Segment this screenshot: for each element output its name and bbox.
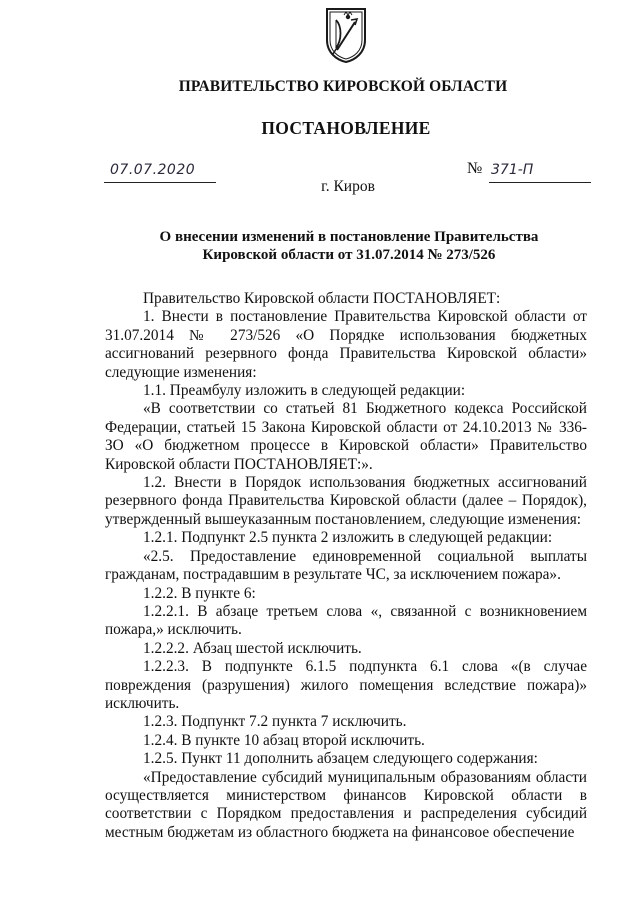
title-line: О внесении изменений в постановление Правительства	[159, 229, 539, 245]
document-title	[0, 228, 640, 264]
document-body	[105, 290, 587, 842]
paragraph: 1.2.3. Подпункт 7.2 пункта 7 исключить.	[143, 713, 407, 731]
title-line: Кировской области от 31.07.2014 № 273/526	[202, 247, 496, 263]
paragraph: 1.2.2. В пункте 6:	[143, 584, 256, 602]
paragraph: 1.2.1. Подпункт 2.5 пункта 2 изложить в следующей редакции:	[143, 529, 553, 547]
paragraph: 1.2.4. В пункте 10 абзац второй исключить.	[143, 731, 425, 749]
paragraph: 1.1. Преамбулу изложить в следующей редакции:	[143, 382, 466, 400]
paragraph: 1.2. Внести в Порядок использования бюджетных ассигнований резервного фонда Правительства Кировской области (далее – Порядок), утвержденный вышеуказанным постановлением, следующие изменения:	[105, 474, 587, 528]
coat-of-arms-icon	[324, 6, 368, 64]
paragraph: «В соответствии со статьей 81 Бюджетного кодекса Российской Федерации, статьей 15 Закона Кировской области от 24.10.2013 № 336-ЗО «О бюджетном процессе в Кировской области» Правительство Кировской области ПОСТАНОВЛЯЕТ:».	[105, 400, 587, 473]
government-name: ПРАВИТЕЛЬСТВО КИРОВСКОЙ ОБЛАСТИ	[178, 78, 508, 95]
paragraph: Правительство Кировской области ПОСТАНОВЛЯЕТ:	[143, 290, 501, 307]
paragraph: 1. Внести в постановление Правительства Кировской области от 31.07.2014 № 273/526 «О Порядке использования бюджетных ассигнований резервного фонда Правительства Кировской области» следующие изменения:	[105, 308, 587, 381]
document-number: 371-П	[491, 162, 534, 178]
paragraph: «2.5. Предоставление единовременной социальной выплаты гражданам, пострадавшим в результате ЧС, за исключением пожара».	[105, 547, 587, 584]
paragraph: «Предоставление субсидий муниципальным образованиям области осуществляется министерством финансов Кировской области в соответствии с Порядком предоставления и распределения субсидий местным бюджетам из областного бюджета на финансовое обеспечение	[105, 768, 587, 841]
paragraph: 1.2.2.3. В подпункте 6.1.5 подпункта 6.1 слова «(в случае повреждения (разрушения) жилого помещения вследствие пожара)» исключить.	[105, 658, 587, 712]
paragraph: 1.2.2.2. Абзац шестой исключить.	[143, 639, 362, 657]
document-date: 07.07.2020	[110, 162, 196, 178]
paragraph: 1.2.5. Пункт 11 дополнить абзацем следующего содержания:	[143, 750, 538, 768]
number-label: №	[467, 160, 483, 177]
city: г. Киров	[321, 178, 375, 195]
paragraph: 1.2.2.1. В абзаце третьем слова «, связанной с возникновением пожара,» исключить.	[105, 602, 587, 639]
document-type: ПОСТАНОВЛЕНИЕ	[261, 118, 431, 138]
